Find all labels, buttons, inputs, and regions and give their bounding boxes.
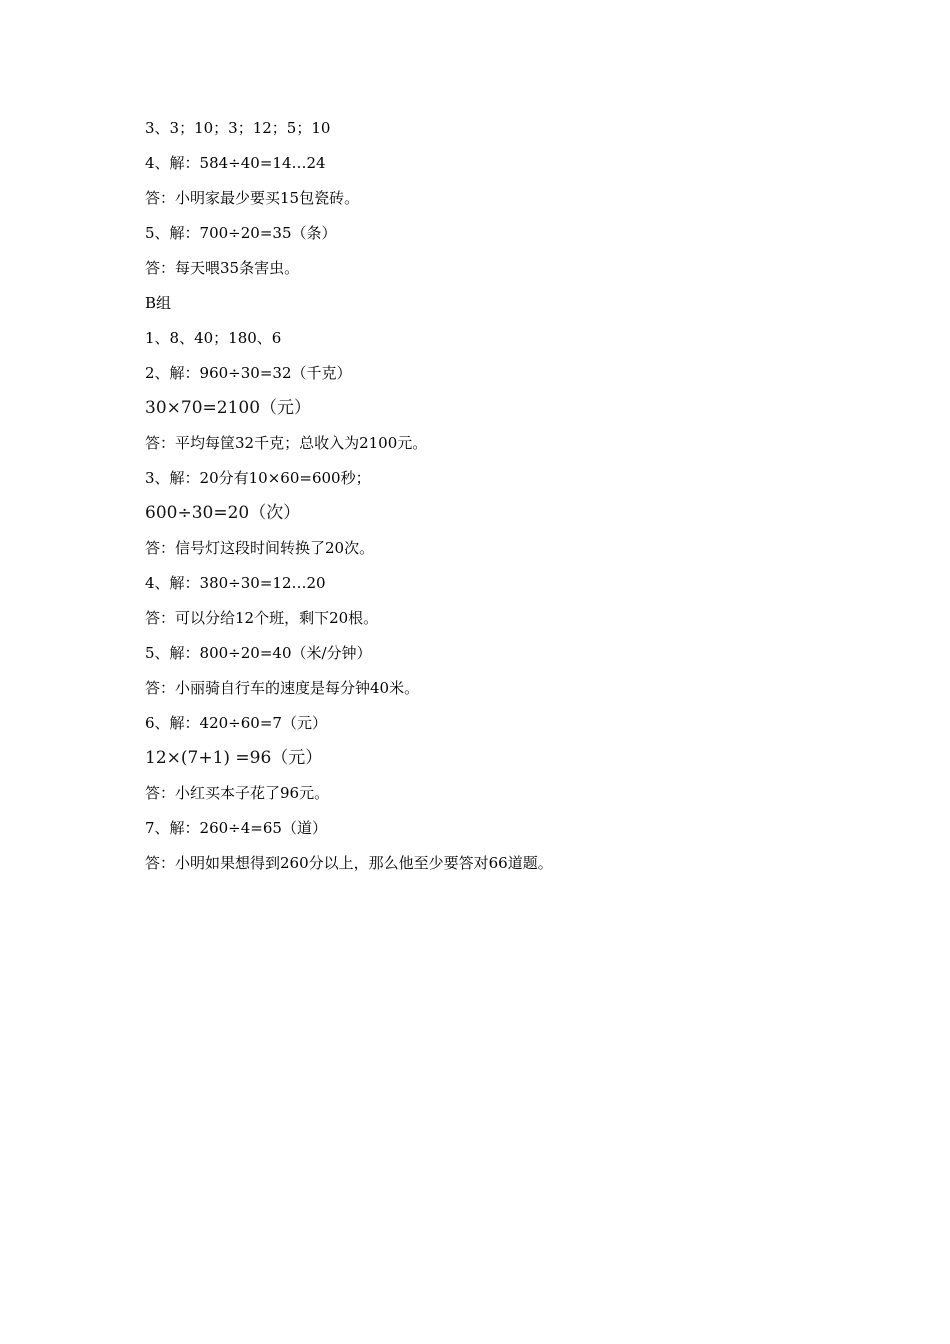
- answer-lines: [145, 116, 865, 886]
- equation-line: 600÷30=20（次）: [145, 503, 301, 523]
- solution-line: 2、解：960÷30=32（千克）: [145, 364, 352, 382]
- solution-line: 5、解：700÷20=35（条）: [145, 224, 337, 242]
- answer-line: 1、8、40；180、6: [145, 329, 282, 347]
- answer-line: 答：小丽骑自行车的速度是每分钟40米。: [145, 679, 420, 697]
- answer-line: 答：信号灯这段时间转换了20次。: [145, 539, 375, 557]
- answer-line: 答：小红买本子花了96元。: [145, 784, 330, 802]
- answer-line: 答：每天喂35条害虫。: [145, 259, 300, 277]
- solution-line: 7、解：260÷4=65（道）: [145, 819, 327, 837]
- equation-line: 12×(7+1) =96（元）: [145, 748, 323, 768]
- answer-line: 3、3；10；3；12；5；10: [145, 119, 331, 137]
- solution-line: 6、解：420÷60=7（元）: [145, 714, 327, 732]
- solution-line: 5、解：800÷20=40（米/分钟）: [145, 644, 372, 662]
- solution-line: 4、解：380÷30=12…20: [145, 574, 326, 592]
- section-heading: B组: [145, 294, 172, 312]
- answer-line: 答：可以分给12个班，剩下20根。: [145, 609, 379, 627]
- answer-line: 答：小明如果想得到260分以上，那么他至少要答对66道题。: [145, 854, 553, 872]
- solution-line: 4、解：584÷40=14…24: [145, 154, 326, 172]
- solution-line: 3、解：20分有10×60=600秒；: [145, 469, 371, 487]
- answer-line: 答：小明家最少要买15包瓷砖。: [145, 189, 360, 207]
- answer-line: 答：平均每筐32千克；总收入为2100元。: [145, 434, 428, 452]
- equation-line: 30×70=2100（元）: [145, 398, 312, 418]
